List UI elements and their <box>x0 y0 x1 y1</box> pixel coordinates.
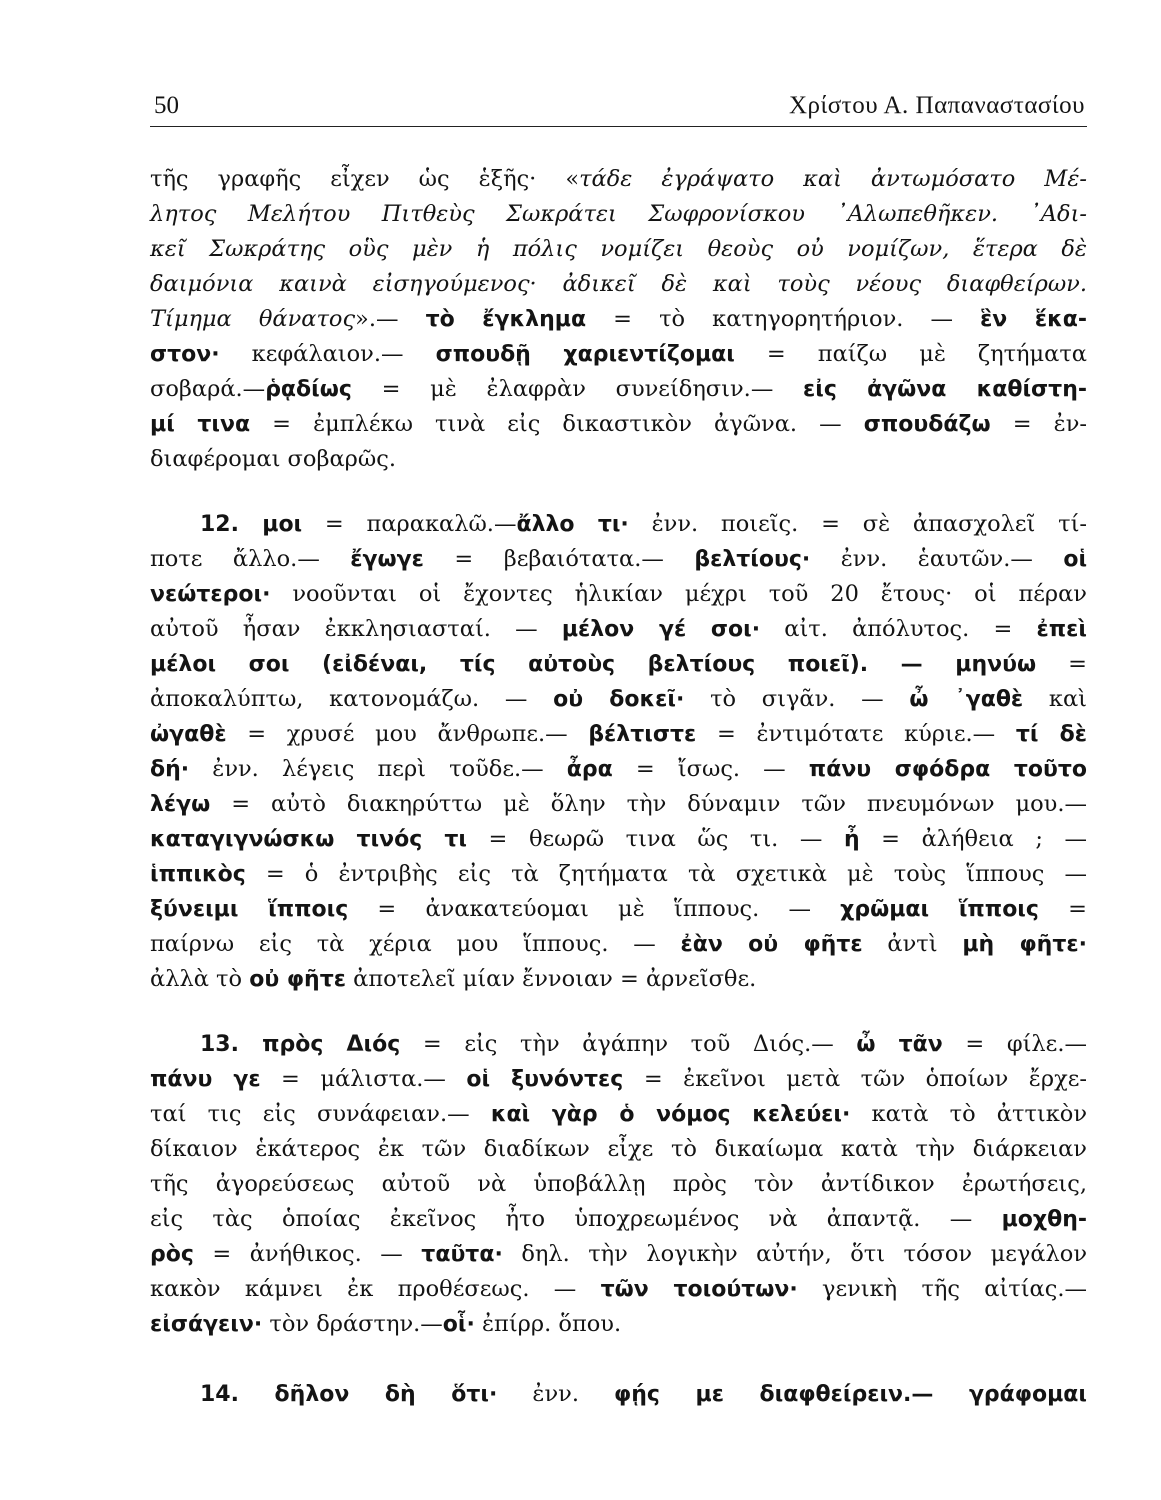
text-line <box>150 1383 1087 1406</box>
gloss-text: = ἐντιμότατε κύριε.— <box>696 721 1016 747</box>
text-line <box>150 273 1087 296</box>
text-line <box>150 1313 1087 1336</box>
lemma-term: βέλτιστε <box>588 722 697 747</box>
gloss-text: τὸν δράστην.— <box>262 1311 443 1337</box>
lemma-term: ἐὰν οὐ φῆτε <box>680 932 863 957</box>
lemma-term: πάνυ σφόδρα τοῦτο <box>808 757 1087 782</box>
gloss-text: αὐτοῦ ἦσαν ἐκκλησιασταί. — <box>150 616 562 642</box>
lemma-term: στον· <box>150 342 220 367</box>
gloss-text: = μάλιστα.— <box>260 1066 467 1092</box>
quoted-text: Τίμημα θάνατος <box>150 306 356 332</box>
gloss-text: καὶ <box>1023 686 1087 712</box>
lemma-term: ἄλλο τι· <box>516 512 629 537</box>
lemma-term: 13. πρὸς Διός <box>200 1032 401 1057</box>
lemma-term: φῄς με διαφθείρειν.— γράφομαι <box>614 1382 1087 1407</box>
running-title: Χρίστου Α. Παπαναστασίου <box>788 92 1085 119</box>
lemma-term: σπουδῇ χαριεντίζομαι <box>435 342 735 367</box>
gloss-text: = <box>1038 896 1087 922</box>
lemma-term: οἱ <box>1063 547 1088 572</box>
gloss-text: τῆς γραφῆς εἶχεν ὡς ἑξῆς· « <box>150 166 580 192</box>
text-line <box>150 1173 1087 1196</box>
gloss-text: δηλ. τὴν λογικὴν αὐτήν, ὅτι τόσον μεγάλον <box>502 1241 1087 1267</box>
gloss-text: ἐνν. λέγεις περὶ τοῦδε.— <box>189 756 567 782</box>
text-line <box>150 863 1087 886</box>
lemma-term: μέλοι σοι (εἰδέναι, τίς αὐτοὺς βελτίους ποιεῖ). — μηνύω <box>150 652 1037 677</box>
text-line <box>150 1138 1087 1161</box>
lemma-term: ὦ ᾿γαθὲ <box>909 687 1024 712</box>
gloss-text: = ὁ ἐντριβὴς εἰς τὰ ζητήματα τὰ σχετικὰ μὲ τοὺς ἵππους — <box>245 861 1087 887</box>
page-number: 50 <box>154 92 179 119</box>
text-line <box>150 1243 1087 1266</box>
lemma-term: ἔγωγε <box>350 547 424 572</box>
lemma-term: πάνυ γε <box>150 1067 261 1092</box>
text-line <box>150 1103 1087 1126</box>
gloss-text: ἐνν. ἑαυτῶν.— <box>810 546 1064 572</box>
lemma-term: οὐ δοκεῖ· <box>553 687 685 712</box>
quoted-text: δαιμόνια καινὰ εἰσηγούμενος· ἀδικεῖ δὲ καὶ τοὺς νέους διαφθείρων. <box>150 271 1087 297</box>
gloss-text: = ἐκεῖνοι μετὰ τῶν ὁποίων ἔρχε- <box>623 1066 1087 1092</box>
lemma-term: ἐπεὶ <box>1036 617 1087 642</box>
lemma-term: σπουδάζω <box>863 412 991 437</box>
lemma-term: μὴ φῆτε· <box>962 932 1087 957</box>
gloss-text: = βεβαιότατα.— <box>423 546 695 572</box>
gloss-text: = αὐτὸ διακηρύττω μὲ ὅλην τὴν δύναμιν τῶν πνευμόνων μου.— <box>210 791 1087 817</box>
gloss-text: = μὲ ἐλαφρὰν συνείδησιν.— <box>351 376 804 402</box>
text-line <box>150 1278 1087 1301</box>
text-line <box>150 548 1087 571</box>
gloss-text: διαφέρομαι σοβαρῶς. <box>150 446 396 472</box>
lemma-term: οἷ· <box>442 1312 475 1337</box>
lemma-term: βελτίους· <box>694 547 811 572</box>
text-line <box>150 968 1087 991</box>
text-line <box>150 1068 1087 1091</box>
lemma-term: ἱππικὸς <box>150 862 246 887</box>
gloss-text: δίκαιον ἑκάτερος ἐκ τῶν διαδίκων εἶχε τὸ δικαίωμα κατὰ τὴν διάρκειαν <box>150 1136 1087 1162</box>
text-line <box>150 653 1087 676</box>
gloss-text: ἐπίρρ. ὅπου. <box>474 1311 622 1337</box>
lemma-term: οὐ φῆτε <box>249 967 347 992</box>
lemma-term: καταγιγνώσκω τινός τι <box>150 827 467 852</box>
gloss-text: ποτε ἄλλο.— <box>150 546 351 572</box>
text-line <box>150 203 1087 226</box>
gloss-text: νοοῦνται οἱ ἔχοντες ἡλικίαν μέχρι τοῦ 20 ἔτους· οἱ πέραν <box>270 581 1087 607</box>
text-line <box>150 513 1087 536</box>
gloss-text: ἐνν. <box>497 1381 615 1407</box>
text-line <box>150 723 1087 746</box>
text-line <box>150 898 1087 921</box>
lemma-term: ρὸς <box>150 1242 194 1267</box>
text-line <box>150 308 1087 331</box>
text-line <box>150 688 1087 711</box>
lemma-term: οἱ ξυνόντες <box>466 1067 624 1092</box>
gloss-text: = χρυσέ μου ἄνθρωπε.— <box>226 721 589 747</box>
gloss-text: ».— <box>355 306 426 332</box>
text-line <box>150 618 1087 641</box>
gloss-text: = ἐμπλέκω τινὰ εἰς δικαστικὸν ἀγῶνα. — <box>250 411 864 437</box>
gloss-text: σοβαρά.— <box>150 376 266 402</box>
lemma-term: ἆρα <box>566 757 613 782</box>
lemma-term: ῥᾳδίως <box>265 377 352 402</box>
gloss-text: τὸ σιγᾶν. — <box>684 686 910 712</box>
lemma-term: μέλον γέ σοι· <box>561 617 761 642</box>
text-line <box>150 238 1087 261</box>
lemma-term: 14. δῆλον δὴ ὅτι· <box>200 1382 498 1407</box>
lemma-term: ἦ <box>843 827 860 852</box>
text-line <box>150 343 1087 366</box>
text-line <box>150 933 1087 956</box>
text-line <box>150 793 1087 816</box>
lemma-term: 12. μοι <box>200 512 303 537</box>
quoted-text: λητος Μελήτου Πιτθεὺς Σωκράτει Σωφρονίσκου ᾿Αλωπεθῆκεν. ᾿Αδι- <box>150 201 1087 227</box>
gloss-text: = ἀλήθεια ; — <box>859 826 1087 852</box>
lemma-term: ξύνειμι ἵπποις <box>150 897 349 922</box>
quoted-text: τάδε ἐγράψατο καὶ ἀντωμόσατο Μέ- <box>579 166 1087 192</box>
gloss-text: ἀποτελεῖ μίαν ἔννοιαν = ἀρνεῖσθε. <box>346 966 757 992</box>
text-line <box>150 758 1087 781</box>
gloss-text: = παρακαλῶ.— <box>302 511 517 537</box>
gloss-text: ἀποκαλύπτω, κατονομάζω. — <box>150 686 554 712</box>
text-line <box>150 448 1087 471</box>
page-header <box>150 92 1087 127</box>
quoted-text: κεῖ Σωκράτης οὓς μὲν ἡ πόλις νομίζει θεοὺς οὐ νομίζων, ἕτερα δὲ <box>150 236 1087 262</box>
lemma-term: εἰσάγειν· <box>150 1312 263 1337</box>
gloss-text: = παίζω μὲ ζητήματα <box>734 341 1087 367</box>
lemma-term: τί δὲ <box>1015 722 1087 747</box>
gloss-text: = ἀνακατεύομαι μὲ ἵππους. — <box>348 896 841 922</box>
gloss-text: = ἐν- <box>990 411 1087 437</box>
gloss-text: = φίλε.— <box>942 1031 1087 1057</box>
gloss-text: κακὸν κάμνει ἐκ προθέσεως. — <box>150 1276 601 1302</box>
text-line <box>150 583 1087 606</box>
gloss-text: αἰτ. ἀπόλυτος. = <box>760 616 1037 642</box>
text-line <box>150 413 1087 436</box>
gloss-text: ἐνν. ποιεῖς. = σὲ ἀπασχολεῖ τί- <box>628 511 1088 537</box>
gloss-text: = θεωρῶ τινα ὥς τι. — <box>466 826 844 852</box>
gloss-text: κατὰ τὸ ἀττικὸν <box>850 1101 1088 1127</box>
gloss-text: παίρνω εἰς τὰ χέρια μου ἵππους. — <box>150 931 681 957</box>
text-line <box>150 378 1087 401</box>
lemma-term: ὦ τᾶν <box>856 1032 943 1057</box>
lemma-term: εἰς ἀγῶνα καθίστη- <box>803 377 1087 402</box>
gloss-text: κεφάλαιον.— <box>219 341 436 367</box>
text-line <box>150 1208 1087 1231</box>
text-line <box>150 168 1087 191</box>
text-line <box>150 1033 1087 1056</box>
lemma-term: τὸ ἔγκλημα <box>425 307 587 332</box>
lemma-term: ὠγαθὲ <box>150 722 227 747</box>
gloss-text: γενικὴ τῆς αἰτίας.— <box>797 1276 1088 1302</box>
gloss-text: = τὸ κατηγορητήριον. — <box>586 306 981 332</box>
lemma-term: δή· <box>150 757 190 782</box>
gloss-text: ἀλλὰ τὸ <box>150 966 250 992</box>
gloss-text: εἰς τὰς ὁποίας ἐκεῖνος ἦτο ὑποχρεωμένος νὰ ἀπαντᾷ. — <box>150 1206 1002 1232</box>
lemma-term: χρῶμαι ἵπποις <box>840 897 1039 922</box>
gloss-text: = ἴσως. — <box>612 756 809 782</box>
gloss-text: ἀντὶ <box>862 931 963 957</box>
lemma-term: νεώτεροι· <box>150 582 271 607</box>
lemma-term: τῶν τοιούτων· <box>600 1277 798 1302</box>
gloss-text: ταί τις εἰς συνάφειαν.— <box>150 1101 491 1127</box>
lemma-term: ἓν ἕκα- <box>980 307 1088 332</box>
gloss-text: = <box>1036 651 1087 677</box>
lemma-term: λέγω <box>150 792 211 817</box>
text-line <box>150 828 1087 851</box>
lemma-term: μί τινα <box>150 412 251 437</box>
gloss-text: τῆς ἀγορεύσεως αὐτοῦ νὰ ὑποβάλλῃ πρὸς τὸν ἀντίδικον ἐρωτήσεις, <box>150 1171 1087 1197</box>
lemma-term: ταῦτα· <box>421 1242 503 1267</box>
gloss-text: = εἰς τὴν ἀγάπην τοῦ Διός.— <box>400 1031 857 1057</box>
lemma-term: καὶ γὰρ ὁ νόμος κελεύει· <box>490 1102 851 1127</box>
gloss-text: = ἀνήθικος. — <box>193 1241 422 1267</box>
lemma-term: μοχθη- <box>1001 1207 1087 1232</box>
